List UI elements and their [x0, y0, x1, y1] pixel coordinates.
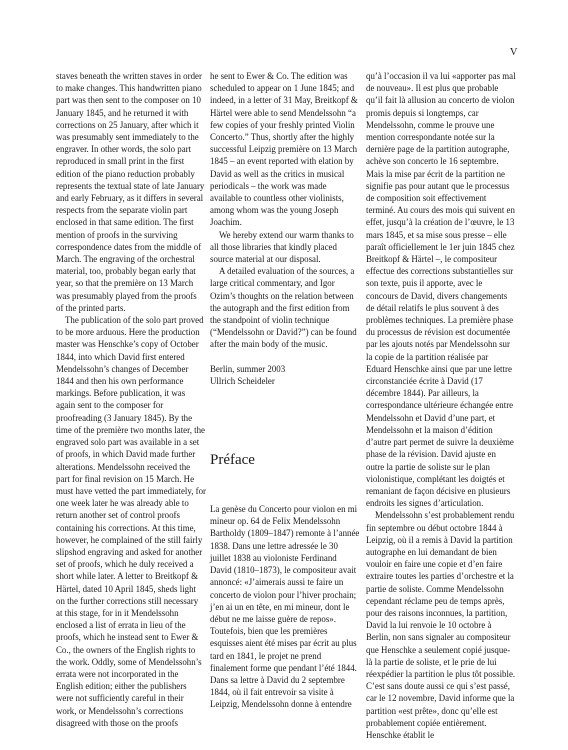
- paragraph: The publication of the solo part proved to be more arduous. Here the production master was Henschke’s copy of October 1844, into which David first entered Mendelssohn’s changes of December 1844 and then his own performance markings. Before publication, it was again sent to the composer for proofreading (3 January 1845). By the time of the première two months later, the engraved solo part was available in a set of proofs, in which David made further alterations. Mendelssohn received the part for final revision on 15 March. He must have vetted the part immediately, for one week later he was already able to return another set of control proofs containing his corrections. At this time, however, he complained of the still fairly slipshod engraving and asked for another set of proofs, which he duly received a short while later. A letter to Breitkopf & Härtel, dated 10 April 1845, sheds light on the further corrections still necessary at this stage, for in it Mendelssohn enclosed a list of errata in lieu of the proofs, which he instead sent to Ewer & Co., the owners of the English rights to the work. Oddly, some of Mendelssohn’s errata were not incorporated in the English edition; either the publishers were not sufficiently careful in their work, or Mendelssohn’s corrections disagreed with those on the proofs: [56, 315, 207, 728]
- text-column-1: [56, 70, 206, 729]
- paragraph: Mendelssohn s’est probablement rendu fin septembre ou début octobre 1844 à Leipzig, où il a remis à David la partition autographe en lui demandant de bien vouloir en faire une copie et d’en faire extraire toutes les parties d’orchestre et la partie de soliste. Comme Mendelssohn cependant réclame peu de temps après, pour des raisons inconnues, la partition, David la lui renvoie le 10 octobre à Berlin, non sans signaler au compositeur que Henschke a seulement copié jusque-là la partie de soliste, et le prie de lui réexpédier la partition le plus tôt possible. C’est sans doute aussi ce qui s’est passé, car le 12 novembre, David informe que la partition «est prête», donc qu’elle est probablement copiée entièrement. Henschke établit le: [366, 510, 516, 740]
- paragraph: A detailed evaluation of the sources, a large critical commentary, and Igor Ozim’s thoughts on the relation between the autograph and the first edition from the standpoint of violin technique (“Mendelssohn or David?”) can be found after the main body of the music.: [210, 266, 357, 350]
- paragraph: qu’à l’occasion il va lui «apporter pas mal de nouveau». Il est plus que probable qu’il fait là allusion au concerto de violon promis depuis si longtemps, car Mendelssohn, comme le prouve une mention correspondante notée sur la dernière page de la partition autographe, achève son concerto le 16 septembre. Mais la mise par écrit de la partition ne signifie pas pour autant que le processus de composition soit effectivement terminé. Au cours des mois qui suivent en effet, jusqu’à la création de l’œuvre, le 13 mars 1845, et sa mise sous presse – elle paraît officiellement le 1er juin 1845 chez Breitkopf & Härtel –, le compositeur effectue des corrections substantielles sur son texte, puis il apporte, avec le concours de David, divers changements de détail relatifs le plus souvent à des problèmes techniques. La première phase du processus de révision est documentée par les ajouts notés par Mendelssohn sur la copie de la partition réalisée par Eduard Henschke ainsi que par une lettre circonstanciée écrite à David (17 décembre 1844). Par ailleurs, la correspondance ultérieure échangée entre Mendelssohn et David d’une part, et Mendelssohn et la maison d’édition d’autre part permet de suivre la deuxième phase de la révision. David ajuste en outre la partie de soliste sur le plan violonistique, complétant les doigtés et remaniant de façon décisive en plusieurs endroits les signes d’articulation.: [366, 71, 516, 509]
- paragraph: La genèse du Concerto pour violon en mi mineur op. 64 de Felix Mendelssohn Bartholdy (1809–1847) remonte à l’année 1838. Dans une lettre adressée le 30 juillet 1838 au violoniste Ferdinand David (1810–1873), le compositeur avait annoncé: «J’aimerais aussi te faire un concerto de violon pour l’hiver prochain; j’en ai un en tête, en mi mineur, dont le début ne me laisse guère de repos». Toutefois, bien que les premières esquisses aient été mises par écrit au plus tard en 1841, le projet ne prend finalement forme que pendant l’été 1844. Dans sa lettre à David du 2 septembre 1844, où il fait entrevoir sa visite à Leipzig, Mendelssohn donne à entendre: [210, 504, 360, 710]
- signature-block: [210, 363, 360, 387]
- section-heading: Préface: [210, 452, 255, 469]
- page-number: V: [509, 47, 518, 58]
- paragraph: staves beneath the written staves in order to make changes. This handwritten piano part was then sent to the composer on 10 January 1845, and he returned it with corrections on 25 January, after which it was presumably sent immediately to the engraver. In other words, the solo part reproduced in small print in the first edition of the piano reduction probably represents the textual state of late January and early February, as it differs in several respects from the separate violin part enclosed in that same edition. The first mention of proofs in the surviving correspondence dates from the middle of March. The engraving of the orchestral material, too, probably began early that year, so that the première on 13 March was presumably played from the proofs of the printed parts.: [56, 71, 205, 313]
- acknowledgement-paragraph: We hereby extend our warm thanks to all those libraries that kindly placed source material at our disposal.: [210, 229, 354, 265]
- signature-name: Ullrich Scheideler: [210, 375, 275, 386]
- text-column-2: [210, 70, 360, 711]
- text-column-3: [366, 70, 516, 741]
- paragraph: he sent to Ewer & Co. The edition was scheduled to appear on 1 June 1845; and indeed, in a letter of 31 May, Breitkopf & Härtel were able to send Mendelssohn “a few copies of your freshly printed Violin Concerto.” Thus, shortly after the highly successful Leipzig première on 13 March 1845 – an event reported with elation by David as well as the critics in musical periodicals – the work was made available to countless other violinists, among whom was the young Joseph Joachim.: [210, 71, 358, 228]
- signature-place: Berlin, summer 2003: [210, 363, 286, 374]
